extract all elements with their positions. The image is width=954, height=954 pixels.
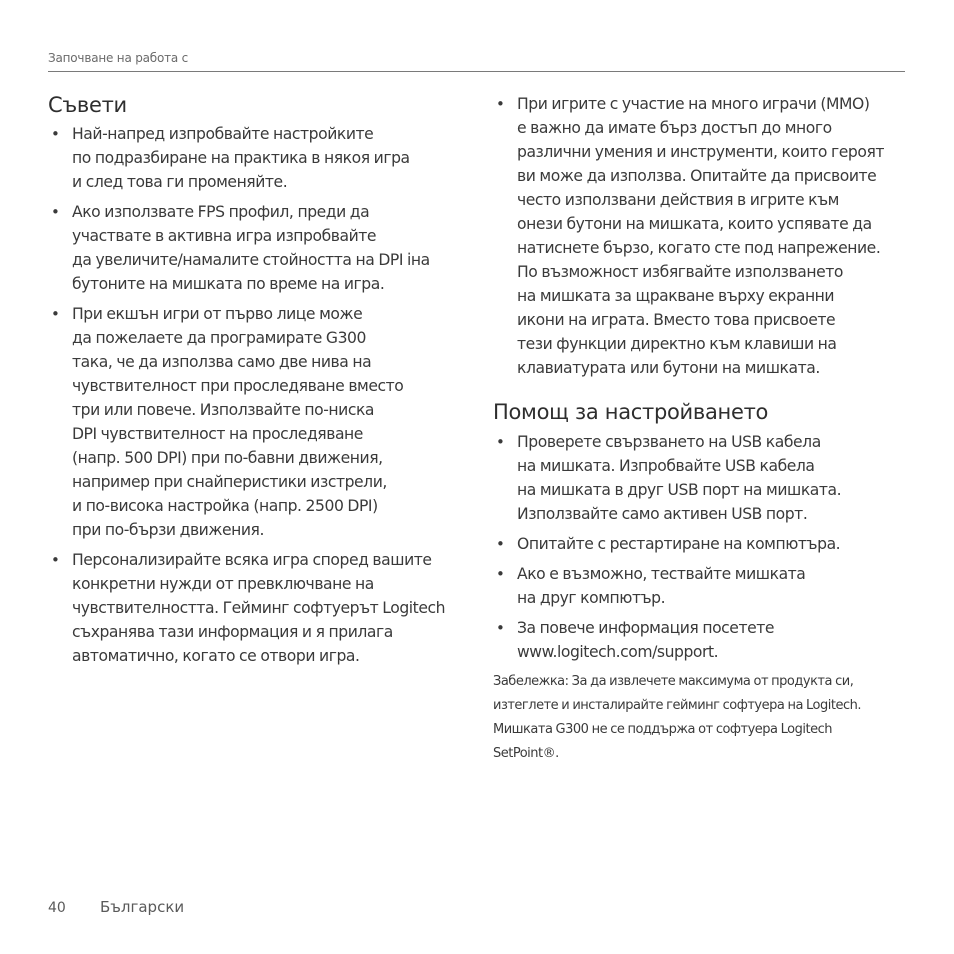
list-item [48, 122, 460, 194]
running-header: Започване на работа с [48, 51, 189, 65]
bullet-icon: • [51, 125, 60, 143]
list-item-text: Ако е възможно, тествайте мишката на друг компютър. [517, 565, 806, 607]
note-text: Забележка: За да извлечете максимума от продукта си, изтеглете и инсталирайте гейминг софтуера на Logitech. Мишката G300 не се поддържа от софтуера Logitech SetPoint®. [493, 674, 861, 761]
tips-heading: Съвети [48, 93, 127, 117]
bullet-icon: • [51, 305, 60, 323]
bullet-icon: • [496, 433, 505, 451]
list-item [493, 562, 907, 610]
list-item [48, 548, 460, 668]
bullet-icon: • [496, 535, 505, 553]
bullet-icon: • [496, 565, 505, 583]
bullet-icon: • [496, 95, 505, 113]
left-column [48, 92, 460, 674]
list-item-text: Най-напред изпробвайте настройките по подразбиране на практика в някоя игра и след това ги променяйте. [72, 125, 410, 191]
setup-help-list [493, 430, 907, 664]
list-item-text: При екшън игри от първо лице може да пожелаете да програмирате G300 така, че да използва само две нива на чувствителност при проследяване вместо три или повече. Използвайте по-ниска DPI чувствителност на проследяване (напр. 500 DPI) при по-бавни движения, например при снайперистики изстрели, и по-висока настройка (напр. 2500 DPI) при по-бързи движения. [72, 305, 404, 539]
list-item-text: Проверете свързването на USB кабела на мишката. Изпробвайте USB кабела на мишката в друг USB порт на мишката. Използвайте само активен USB порт. [517, 433, 842, 523]
setup-help-heading: Помощ за настройването [493, 400, 769, 424]
list-item [48, 302, 460, 542]
tips-list [48, 122, 460, 668]
list-item-text: За повече информация посетете www.logitech.com/support. [517, 619, 775, 661]
list-item-text: Опитайте с рестартиране на компютъра. [517, 535, 841, 553]
footer-language: Български [100, 898, 185, 916]
list-item-text: Ако използвате FPS профил, преди да участвате в активна игра изпробвайте да увеличите/намалите стойността на DPI іна бутоните на мишката по време на игра. [72, 203, 430, 293]
list-item [48, 200, 460, 296]
page-footer [48, 898, 184, 916]
bullet-icon: • [51, 203, 60, 221]
list-item [493, 92, 907, 380]
right-column [493, 92, 907, 766]
page-number: 40 [48, 900, 66, 916]
bullet-icon: • [496, 619, 505, 637]
bullet-icon: • [51, 551, 60, 569]
mmo-tips-list [493, 92, 907, 380]
list-item-text: Персонализирайте всяка игра според вашите конкретни нужди от превключване на чувствителността. Гейминг софтуерът Logitech съхранява тази информация и я прилага автоматично, когато се отвори игра. [72, 551, 446, 665]
list-item-text: При игрите с участие на много играчи (MMO) е важно да имате бърз достъп до много различни умения и инструменти, които героят ви може да използва. Опитайте да присвоите често използвани действия в игрите към онези бутони на мишката, които успявате да натиснете бързо, когато сте под напрежение. По възможност избягвайте използването на мишката за щракване върху екранни икони на играта. Вместо това присвоете тези функции директно към клавиши на клавиатурата или бутони на мишката. [517, 95, 885, 377]
list-item [493, 616, 907, 664]
list-item [493, 532, 907, 556]
list-item [493, 430, 907, 526]
header-divider [48, 71, 905, 72]
